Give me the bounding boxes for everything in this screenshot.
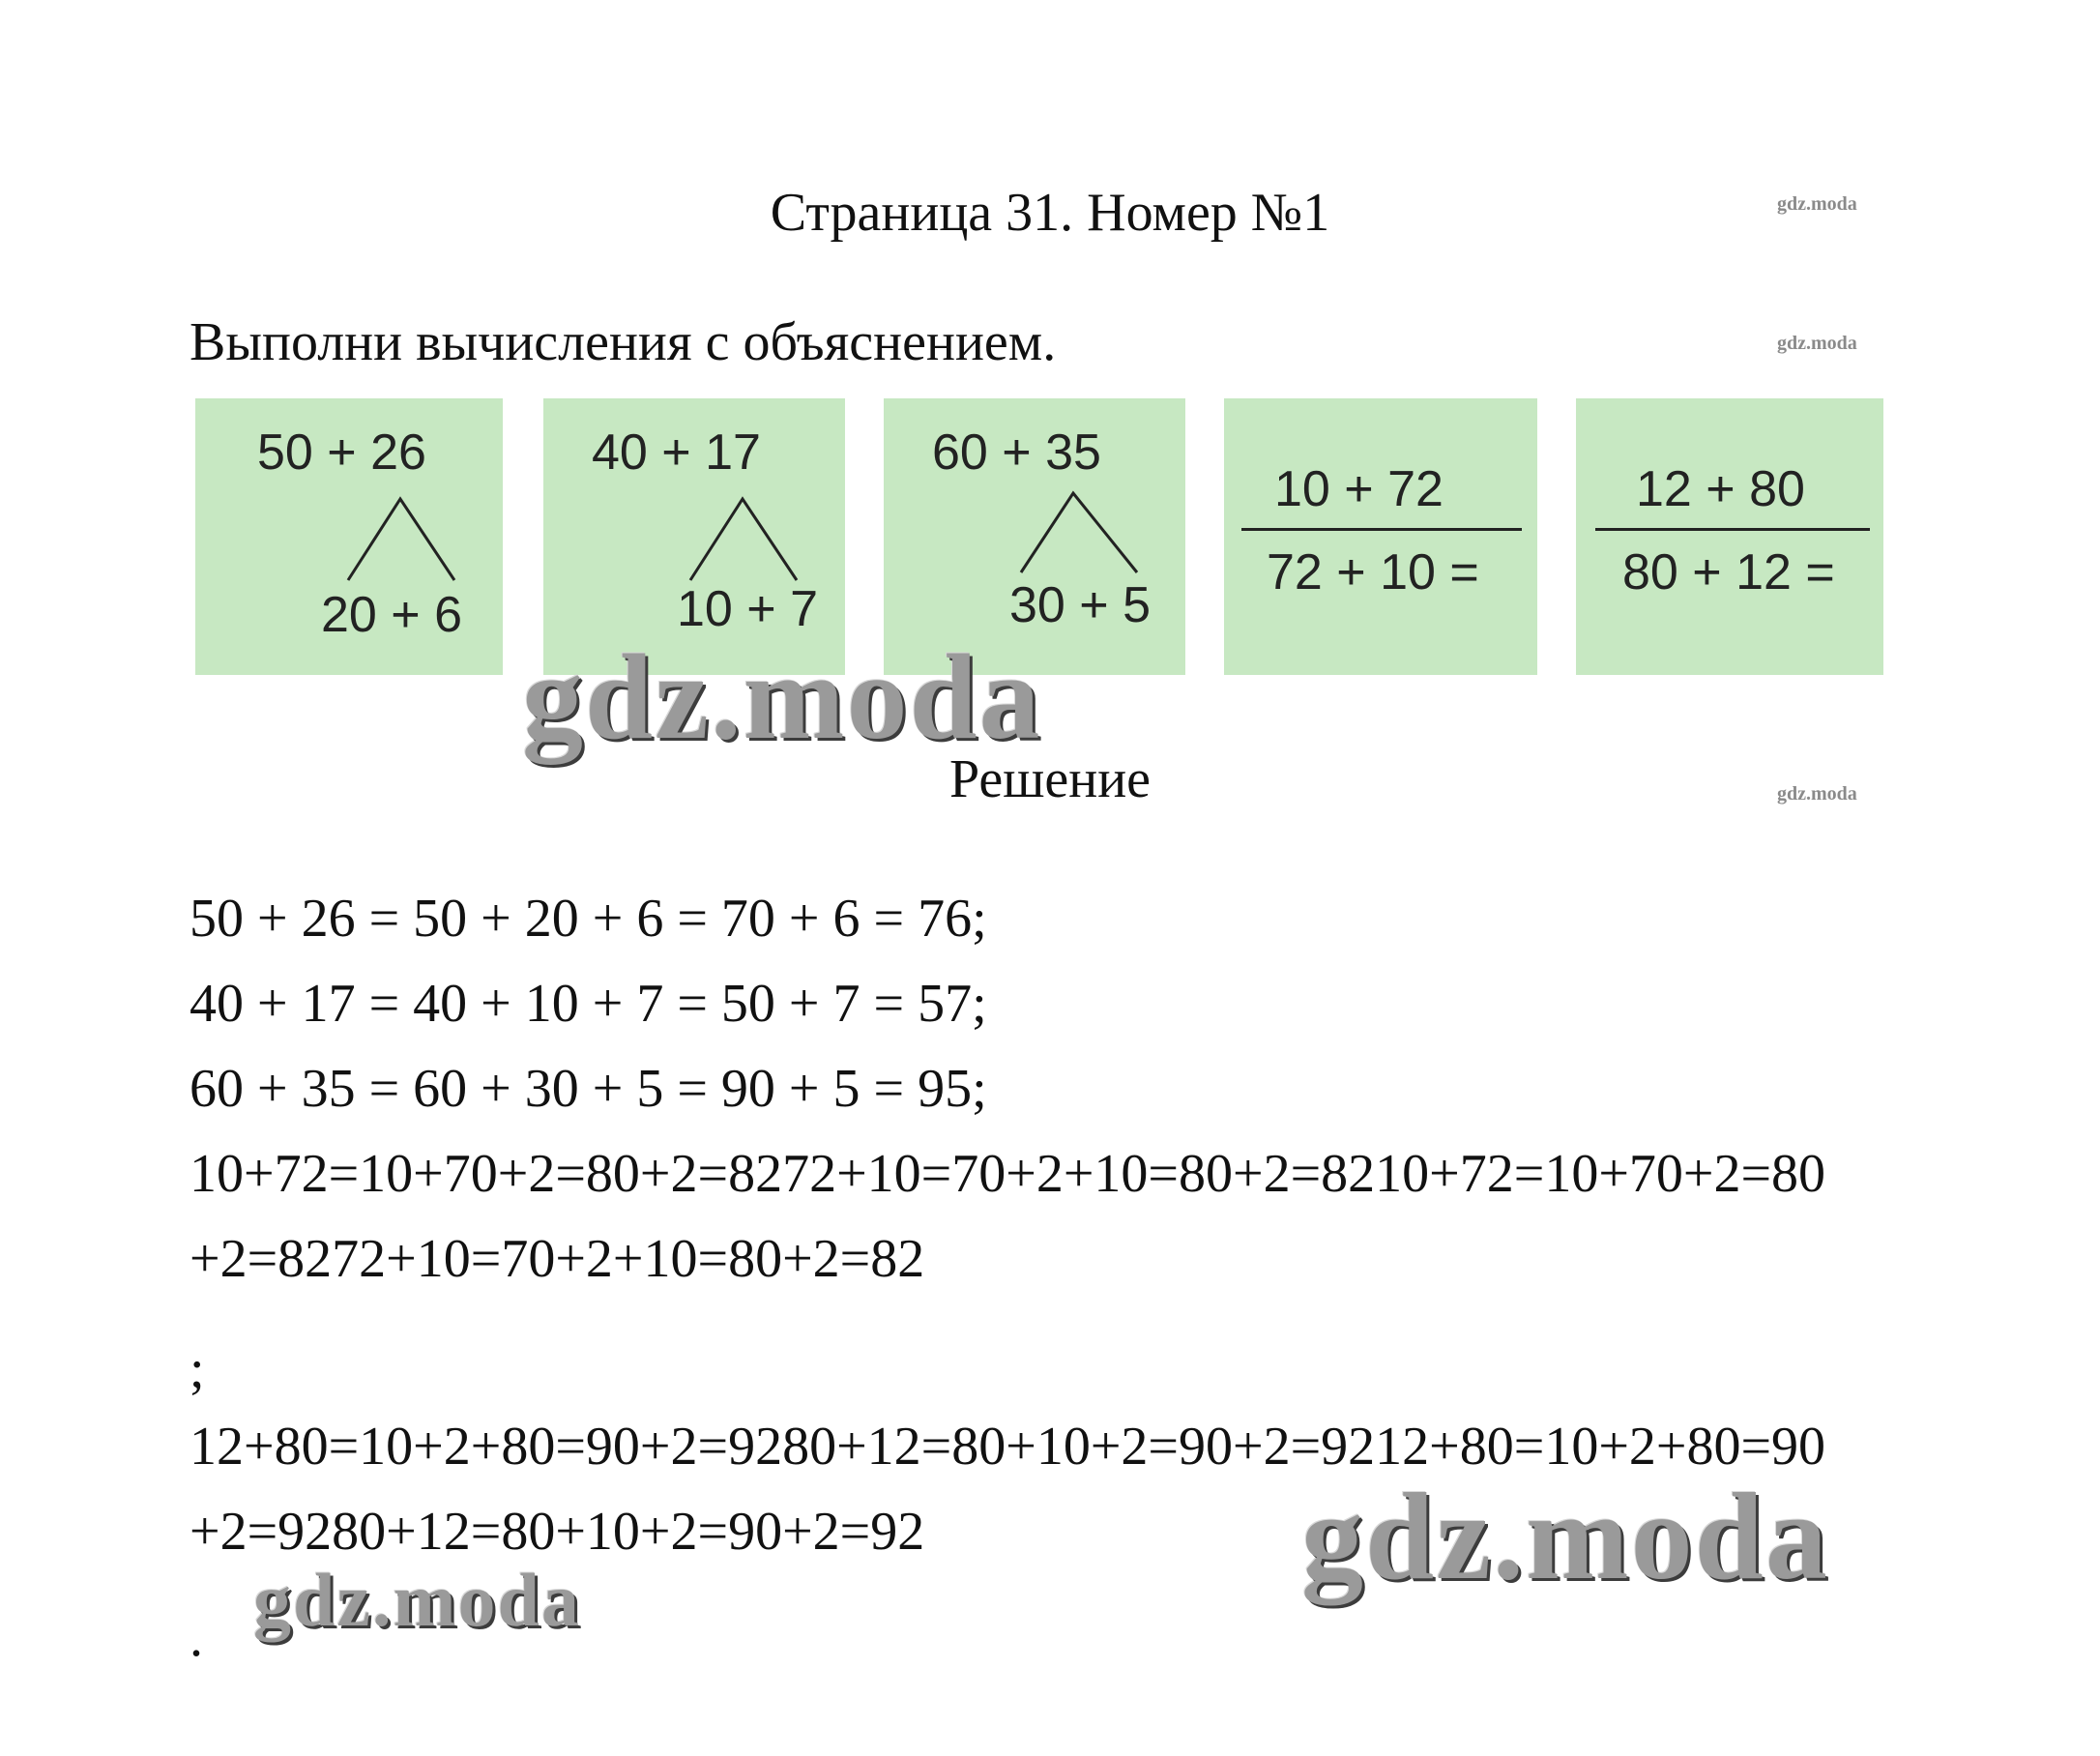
fraction-line	[1241, 528, 1522, 531]
solution-line: 12+80=10+2+80=90+2=9280+12=80+10+2=90+2=9212+80=10+2+80=90	[190, 1417, 1826, 1477]
watermark-large: gdz.moda	[1301, 1468, 1829, 1605]
card-equation: 72 + 10 =	[1267, 544, 1479, 600]
solution-line: ;	[190, 1339, 205, 1399]
card-split: 20 + 6	[321, 587, 463, 643]
card-split: 30 + 5	[1009, 577, 1152, 633]
card-expression: 50 + 26	[257, 424, 426, 481]
solution-line: 40 + 17 = 40 + 10 + 7 = 50 + 7 = 57;	[190, 974, 987, 1034]
card-expression: 10 + 72	[1274, 461, 1444, 517]
fraction-line	[1595, 528, 1870, 531]
solution-heading: Решение	[948, 749, 1152, 809]
exercise-card	[1576, 398, 1883, 675]
watermark-small: gdz.moda	[1777, 193, 1857, 215]
card-split: 10 + 7	[677, 581, 819, 637]
card-equation: 80 + 12 =	[1622, 544, 1835, 600]
solution-line: .	[190, 1608, 203, 1668]
task-text: Выполни вычисления с объяснением.	[190, 312, 1057, 372]
card-expression: 60 + 35	[932, 424, 1101, 481]
solution-line: 10+72=10+70+2=80+2=8272+10=70+2+10=80+2=8210+72=10+70+2=80	[190, 1144, 1826, 1204]
page-title: Страница 31. Номер №1	[770, 183, 1330, 243]
watermark-small: gdz.moda	[1777, 783, 1857, 805]
exercise-card	[1224, 398, 1537, 675]
watermark-small: gdz.moda	[1777, 333, 1857, 354]
solution-line: +2=8272+10=70+2+10=80+2=82	[190, 1229, 925, 1289]
solution-line: 50 + 26 = 50 + 20 + 6 = 70 + 6 = 76;	[190, 889, 987, 949]
watermark-large: gdz.moda	[253, 1558, 581, 1642]
watermark-large: gdz.moda	[522, 630, 1042, 765]
solution-line: 60 + 35 = 60 + 30 + 5 = 90 + 5 = 95;	[190, 1059, 987, 1119]
exercise-card	[195, 398, 503, 675]
card-expression: 12 + 80	[1636, 461, 1805, 517]
card-expression: 40 + 17	[592, 424, 761, 481]
solution-line: +2=9280+12=80+10+2=90+2=92	[190, 1502, 925, 1562]
